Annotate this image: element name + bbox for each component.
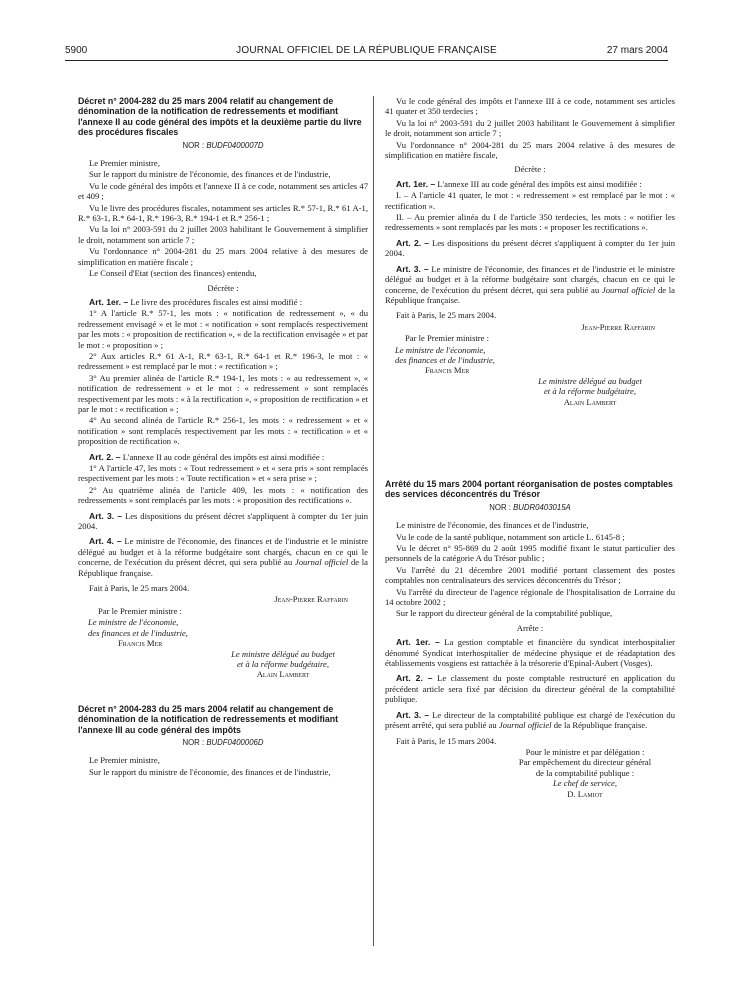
decret2-fait: Fait à Paris, le 25 mars 2004. — [396, 310, 497, 321]
decret1-para: Le Conseil d'Etat (section des finances) entendu, — [89, 268, 257, 279]
decret2-art2: Art. 2. – Les dispositions du présent décret s'appliquent à compter du 1er juin 2004. — [385, 237, 675, 259]
decret2-para: Vu le code général des impôts et l'annexe III à ce code, notamment ses articles 41 quater et 350 terdecies ; — [385, 96, 675, 117]
arrete-para: Vu le décret n° 95-869 du 2 août 1995 modifié fixant le statut particulier des personnels de la catégorie A du Trésor public ; — [385, 543, 675, 564]
decret2-para: Sur le rapport du ministre de l'économie, des finances et de l'industrie, — [89, 766, 331, 777]
journal-title: JOURNAL OFFICIEL DE LA RÉPUBLIQUE FRANÇAISE — [236, 45, 497, 56]
arrete-para: Vu l'arrêté du 21 décembre 2001 modifié portant classement des postes comptables non centralisateurs des services déconcentrés du Trésor ; — [385, 564, 675, 586]
decret2-para: Vu l'ordonnance n° 2004-281 du 25 mars 2004 relative à des mesures de simplification en matière fiscale, — [385, 139, 675, 161]
arrete-art1: Art. 1er. – La gestion comptable et financière du syndicat interhospitalier dénommé Syndicat interhospitalier de médecine physique et de réadaptation des établissements vosgiens est rattachée à la trésorerie d'Epinal-Aubert (Vosges). — [385, 637, 676, 669]
decret2-title: Décret n° 2004-283 du 25 mars 2004 relatif au changement de dénomination de la notification de redressements et modifiant l'annexe III au code général des impôts — [78, 703, 339, 735]
arrete-para: Vu le code de la santé publique, notamment son article L. 6145-8 ; — [396, 531, 625, 542]
column-divider — [373, 96, 374, 946]
arrete-fait: Fait à Paris, le 15 mars 2004. — [396, 735, 497, 746]
decret1-art1-item: 1° A l'article R.* 57-1, les mots : « notification de redressement », « du redressement envisagé » et le mot : « notification » sont remplacés respectivement par les mots : « proposition de rectification », « de la rectification envisagée » et par le mot : « proposition » ; — [78, 308, 368, 350]
decret1-art1-item: 4° Au second alinéa de l'article R.* 256-1, les mots : « redressement » et « notification » sont remplacés respectivement par les mots : « rectification » et « proposition de rectification ». — [78, 415, 368, 447]
decret1-para: Vu le livre des procédures fiscales, notamment ses articles R.* 57-1, R.* 61 A-1, R.* 63-1, R.* 64-1, R.* 196-3, R.* 194-1 et R.* 256-1 ; — [78, 202, 368, 224]
page-header — [65, 45, 668, 59]
issue-date: 27 mars 2004 — [606, 45, 668, 56]
decret1-para: Sur le rapport du ministre de l'économie, des finances et de l'industrie, — [89, 169, 331, 180]
page-number: 5900 — [65, 45, 88, 56]
arrete-nor: NOR : BUDR0403015A — [489, 502, 571, 512]
decret2-para: Le Premier ministre, — [89, 755, 160, 766]
decret1-para: Le Premier ministre, — [89, 158, 160, 169]
decret2-nor: NOR : BUDF0400006D — [182, 737, 264, 747]
right-column — [385, 96, 675, 799]
decret1-decrete: Décrète : — [207, 282, 239, 293]
decret1-art2-item: 1° A l'article 47, les mots : « Tout redressement » et « sera pris » sont remplacés respectivement par les mots : « Toute rectification » et « sera prise » ; — [78, 463, 368, 484]
arrete-para: Le ministre de l'économie, des finances et de l'industrie, — [396, 520, 589, 531]
decret2-decrete: Décrète : — [514, 164, 546, 175]
decret1-fait: Fait à Paris, le 25 mars 2004. — [89, 583, 190, 594]
decret1-art3: Art. 3. – Les dispositions du présent décret s'appliquent à compter du 1er juin 2004. — [78, 510, 368, 532]
decret1-art2: Art. 2. – L'annexe II au code général des impôts est ainsi modifiée : — [89, 451, 325, 462]
arrete-art2: Art. 2. – Le classement du poste comptable restructuré en application du précédent article sera fixé par décision du directeur général de la comptabilité publique. — [385, 673, 675, 705]
decret2-art1: Art. 1er. – L'annexe III au code général des impôts est ainsi modifiée : — [396, 178, 642, 189]
decret2-minister-signature: Le ministre de l'économie, des finances et de l'industrie, Francis Mer — [395, 344, 495, 376]
arrete-title: Arrêté du 15 mars 2004 portant réorganisation de postes comptables des services déconcentrés du Trésor — [385, 478, 673, 500]
arrete-para: Sur le rapport du directeur général de la comptabilité publique, — [396, 608, 613, 619]
decret2-delegate-signature: Le ministre délégué au budget et à la réforme budgétaire, Alain Lambert — [538, 375, 642, 407]
decret1-art1-item: 3° Au premier alinéa de l'article R.* 194-1, les mots : « au redressement », « notification de redressement » et le mot : « redressement » sont remplacés respectivement par les mots : « à la rectification », « proposition de rectification » et par le mot : « rectification » ; — [78, 372, 368, 414]
decret1-art4: Art. 4. – Le ministre de l'économie, des finances et de l'industrie et le ministre délégué au budget et à la réforme budgétaire sont chargés, chacun en ce qui le concerne, de l'exécution du présent décret, qui sera publié au Journal officiel de la République française. — [78, 536, 368, 578]
decret2-art1-item: II. – Au premier alinéa du I de l'article 350 terdecies, les mots : « notifier les redressements » sont remplacés par les mots : « proposer les rectifications ». — [385, 212, 675, 233]
decret1-para: Vu l'ordonnance n° 2004-281 du 25 mars 2004 relative à des mesures de simplification en matière fiscale ; — [78, 246, 368, 267]
decret2-art3: Art. 3. – Le ministre de l'économie, des finances et de l'industrie et le ministre délégué au budget et à la réforme budgétaire sont chargés, chacun en ce qui le concerne, de l'exécution du présent décret, qui sera publié au Journal officiel de la République française. — [385, 263, 675, 305]
decret1-para: Vu le code général des impôts et l'annexe II à ce code, notamment ses articles 47 et 409 ; — [78, 180, 368, 202]
decret1-delegate-signature: Le ministre délégué au budget et à la réforme budgétaire, Alain Lambert — [231, 648, 335, 680]
decret1-title: Décret n° 2004-282 du 25 mars 2004 relatif au changement de dénomination de la notification de redressements et modifiant l'annexe II au code général des impôts et la deuxième partie du livre des procédures fiscales — [78, 96, 362, 138]
left-column — [78, 96, 368, 778]
decret1-par-pm: Par le Premier ministre : — [98, 605, 183, 616]
arrete-signature: Pour le ministre et par délégation : Par empêchement du directeur général de la comptabilité publique : Le chef de service, D. Lamiot — [518, 746, 652, 799]
arrete-art3: Art. 3. – Le directeur de la comptabilité publique est chargé de l'exécution du présent arrêté, qui sera publié au Journal officiel de la République française. — [385, 709, 676, 731]
decret1-art1: Art. 1er. – Le livre des procédures fiscales est ainsi modifié : — [89, 296, 303, 307]
arrete-arrete: Arrête : — [516, 622, 544, 633]
decret2-art1-item: I. – A l'article 41 quater, le mot : « redressement » est remplacé par le mot : « rectification ». — [385, 190, 675, 211]
decret2-signatory: Jean-Pierre Raffarin — [581, 321, 655, 332]
decret2-para: Vu la loi n° 2003-591 du 2 juillet 2003 habilitant le Gouvernement à simplifier le droit, notamment son article 7 ; — [385, 117, 675, 139]
arrete-para: Vu l'arrêté du directeur de l'agence régionale de l'hospitalisation de Lorraine du 14 octobre 2002 ; — [385, 586, 675, 608]
decret1-nor: NOR : BUDF0400007D — [182, 140, 264, 150]
decret1-art2-item: 2° Au quatrième alinéa de l'article 409, les mots : « notification des redressements » sont remplacés par les mots : « proposition des rectifications ». — [78, 484, 368, 506]
decret1-para: Vu la loi n° 2003-591 du 2 juillet 2003 habilitant le Gouvernement à simplifier le droit, notamment son article 7 ; — [78, 224, 368, 245]
decret1-signatory: Jean-Pierre Raffarin — [274, 594, 348, 605]
header-rule — [65, 60, 668, 61]
decret2-par-pm: Par le Premier ministre : — [405, 333, 490, 344]
decret1-minister-signature: Le ministre de l'économie, des finances et de l'industrie, Francis Mer — [88, 617, 188, 649]
decret1-art1-item: 2° Aux articles R.* 61 A-1, R.* 63-1, R.* 64-1 et R.* 196-3, le mot : « redressement » est remplacé par le mot : « rectification » ; — [78, 350, 368, 372]
